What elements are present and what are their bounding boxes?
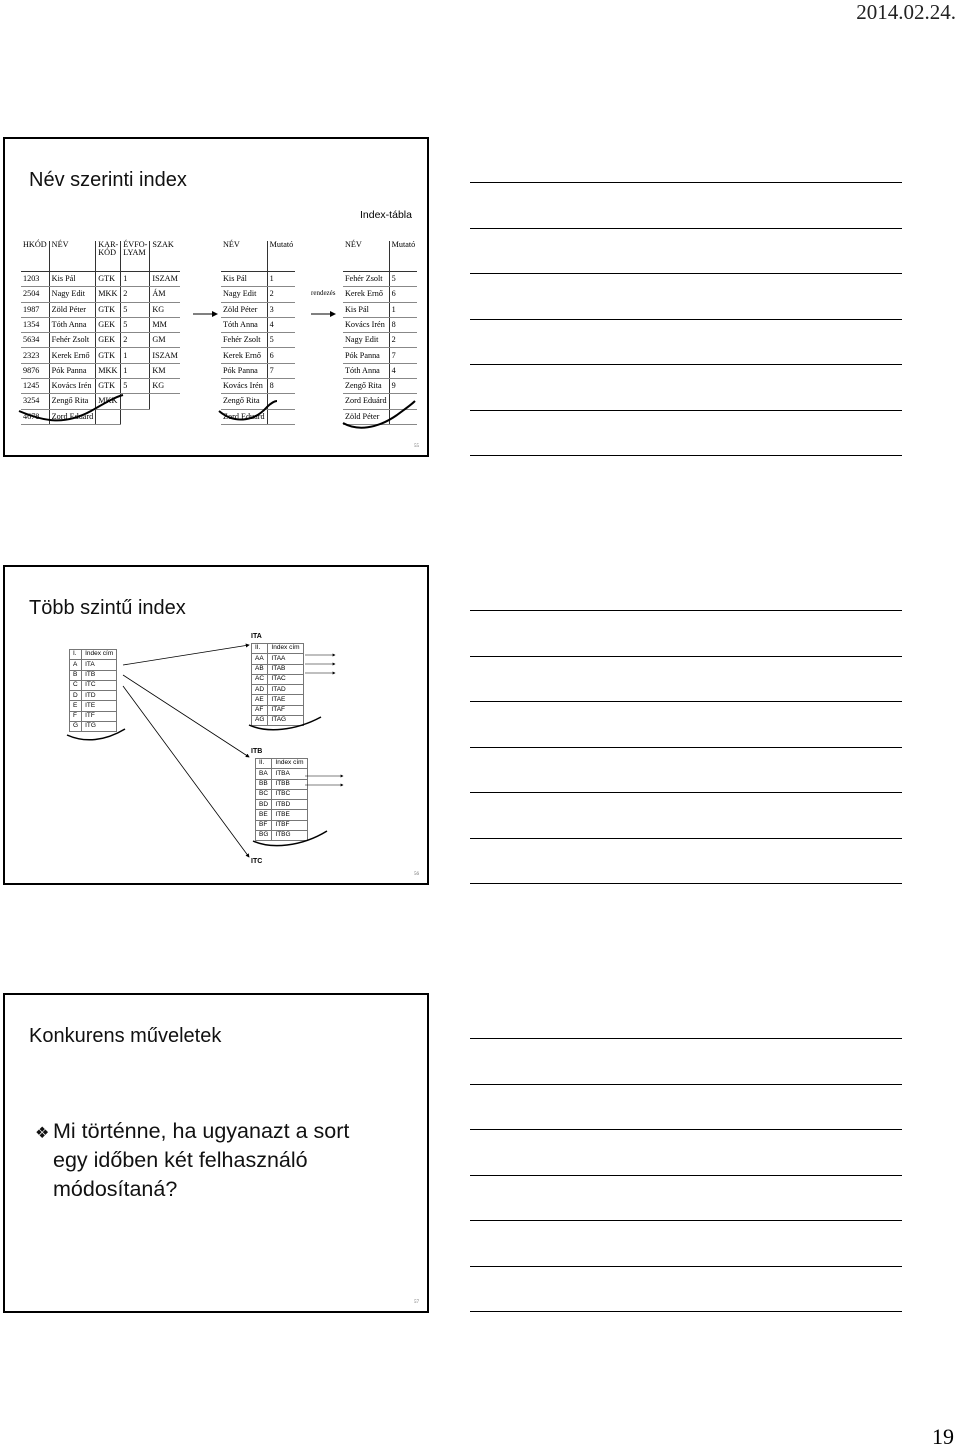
- table-cell: 6: [267, 348, 295, 363]
- note-line: [470, 410, 902, 411]
- table-cell: F: [70, 711, 82, 721]
- table-cell: 7: [267, 363, 295, 378]
- table-cell: Fehér Zsolt: [49, 333, 96, 348]
- table-cell: ITE: [82, 701, 117, 711]
- itb-label: ITB: [251, 748, 263, 755]
- column-header: ÉVFO- LYAM: [121, 241, 150, 272]
- note-line: [470, 656, 902, 657]
- table-cell: KG: [150, 302, 180, 317]
- table-cell: C: [70, 680, 82, 690]
- table-cell: Kerek Ernő: [49, 348, 96, 363]
- table-cell: AA: [252, 654, 268, 664]
- table-cell: Pók Panna: [343, 348, 389, 363]
- table-cell: 1: [121, 348, 150, 363]
- table-cell: ÁM: [150, 287, 180, 302]
- table-cell: E: [70, 701, 82, 711]
- table-cell: Kovács Irén: [49, 379, 96, 394]
- torn-edge-index: [219, 401, 277, 420]
- page-date: 2014.02.24.: [856, 0, 956, 24]
- table-cell: BE: [256, 810, 272, 820]
- table-cell: Zöld Péter: [49, 302, 96, 317]
- note-line: [470, 610, 902, 611]
- table-cell: AD: [252, 685, 268, 695]
- table-cell: Tóth Anna: [343, 363, 389, 378]
- table-cell: AC: [252, 674, 268, 684]
- table-cell: ITB: [82, 670, 117, 680]
- slide-56: [3, 565, 429, 885]
- table-cell: BF: [256, 820, 272, 830]
- table-cell: Kovács Irén: [221, 379, 267, 394]
- note-line: [470, 792, 902, 793]
- table-cell: AF: [252, 705, 268, 715]
- slide-57: [3, 993, 429, 1313]
- table-cell: 6: [389, 287, 417, 302]
- sort-label: rendezés: [311, 289, 336, 297]
- table-cell: GTK: [96, 348, 121, 363]
- table-cell: ITBA: [272, 769, 307, 779]
- slide2-arrows: [5, 567, 431, 887]
- bullet-line: módosítaná?: [53, 1177, 178, 1201]
- table-cell: GTK: [96, 379, 121, 394]
- table-cell: Fehér Zsolt: [221, 333, 267, 348]
- table-cell: ITBD: [272, 800, 307, 810]
- torn-edge-main: [19, 395, 123, 420]
- index-table-label: Index-tábla: [360, 209, 412, 221]
- table-cell: Zengő Rita: [343, 379, 389, 394]
- column-header: Index cím: [272, 759, 307, 769]
- column-header: SZAK: [150, 241, 180, 272]
- table-cell: 3254: [21, 394, 49, 409]
- table-cell: ITAE: [268, 695, 303, 705]
- table-cell: ITC: [82, 680, 117, 690]
- table-cell: KG: [150, 379, 180, 394]
- table-cell: Zengő Rita: [221, 394, 267, 409]
- table-cell: Zord Eduárd: [343, 394, 389, 409]
- note-line: [470, 1175, 902, 1176]
- table-cell: GEK: [96, 317, 121, 332]
- torn-edge: [249, 717, 321, 730]
- table-cell: Zöld Péter: [221, 302, 267, 317]
- table-cell: 1: [267, 272, 295, 287]
- table-cell: Kis Pál: [343, 302, 389, 317]
- column-header: Index cím: [268, 644, 303, 654]
- table-cell: 1203: [21, 272, 49, 287]
- table-cell: Pók Panna: [221, 363, 267, 378]
- table-cell: KM: [150, 363, 180, 378]
- torn-edge: [253, 831, 327, 846]
- table-cell: ISZAM: [150, 272, 180, 287]
- bullet-line: Mi történne, ha ugyanazt a sort: [53, 1119, 350, 1143]
- column-header: Mutató: [389, 241, 417, 272]
- table-cell: 4: [267, 317, 295, 332]
- table-cell: 1245: [21, 379, 49, 394]
- table-cell: BB: [256, 779, 272, 789]
- table-cell: 8: [389, 317, 417, 332]
- table-cell: 8: [267, 379, 295, 394]
- slide-number: 57: [414, 1300, 419, 1305]
- column-header: HKÓD: [21, 241, 49, 272]
- table-cell: ITBC: [272, 789, 307, 799]
- column-header: Index cím: [82, 650, 117, 660]
- page-number: 19: [932, 1424, 954, 1449]
- table-cell: 3: [267, 302, 295, 317]
- table-cell: 2: [121, 333, 150, 348]
- table-cell: Zord Eduard: [221, 409, 267, 424]
- table-cell: BA: [256, 769, 272, 779]
- table-cell: ITAA: [268, 654, 303, 664]
- table-cell: Pók Panna: [49, 363, 96, 378]
- note-line: [470, 1038, 902, 1039]
- table-cell: 1: [121, 363, 150, 378]
- table-cell: Nagy Edit: [49, 287, 96, 302]
- table-cell: ITAC: [268, 674, 303, 684]
- note-line: [470, 228, 902, 229]
- note-line: [470, 1266, 902, 1267]
- slide-title: Név szerinti index: [29, 169, 187, 191]
- table-cell: ITBB: [272, 779, 307, 789]
- table-cell: 1: [389, 302, 417, 317]
- table-cell: 7: [389, 348, 417, 363]
- table-cell: Fehér Zsolt: [343, 272, 389, 287]
- table-cell: 2: [121, 287, 150, 302]
- table-cell: D: [70, 691, 82, 701]
- table-cell: Zord Eduard: [49, 409, 96, 424]
- table-cell: AB: [252, 664, 268, 674]
- table-cell: BG: [256, 831, 272, 841]
- column-header: NÉV: [49, 241, 96, 272]
- table-cell: ITBG: [272, 831, 307, 841]
- table-cell: 9: [389, 379, 417, 394]
- table-cell: 5: [389, 272, 417, 287]
- table-cell: Kis Pál: [221, 272, 267, 287]
- table-cell: G: [70, 722, 82, 732]
- column-header: Mutató: [267, 241, 295, 272]
- table-cell: GM: [150, 333, 180, 348]
- table-cell: MKK: [96, 363, 121, 378]
- slide-title: Több szintű index: [29, 597, 186, 619]
- note-line: [470, 883, 902, 884]
- column-header: II.: [252, 644, 268, 654]
- table-cell: ITF: [82, 711, 117, 721]
- torn-edge: [67, 729, 125, 740]
- table-cell: A: [70, 660, 82, 670]
- table-cell: MKK: [96, 287, 121, 302]
- table-cell: 5: [121, 379, 150, 394]
- table-cell: Tóth Anna: [49, 317, 96, 332]
- column-header: I.: [70, 650, 82, 660]
- table-cell: 5: [267, 333, 295, 348]
- table-cell: MKK: [96, 394, 121, 409]
- table-cell: 4678: [21, 409, 49, 424]
- table-cell: 1987: [21, 302, 49, 317]
- table-cell: GTK: [96, 272, 121, 287]
- note-line: [470, 455, 902, 456]
- slide-number: 55: [414, 444, 419, 449]
- table-cell: 2: [389, 333, 417, 348]
- note-line: [470, 747, 902, 748]
- table-cell: ITBF: [272, 820, 307, 830]
- table-cell: Kerek Ernő: [221, 348, 267, 363]
- arrow-a-to-ita: [123, 645, 249, 665]
- table-cell: 2323: [21, 348, 49, 363]
- slide1-arrows: [5, 139, 431, 459]
- bullet-line: egy időben két felhasználó: [53, 1148, 308, 1172]
- note-line: [470, 1311, 902, 1312]
- note-line: [470, 1220, 902, 1221]
- table-cell: ITA: [82, 660, 117, 670]
- note-line: [470, 319, 902, 320]
- note-line: [470, 273, 902, 274]
- table-cell: GTK: [96, 302, 121, 317]
- table-cell: ITD: [82, 691, 117, 701]
- torn-edge-sorted: [343, 401, 415, 428]
- column-header: NÉV: [343, 241, 389, 272]
- note-line: [470, 364, 902, 365]
- table-cell: 5: [121, 302, 150, 317]
- note-line: [470, 1129, 902, 1130]
- bullet-point: [35, 1117, 415, 1204]
- table-cell: 5: [121, 317, 150, 332]
- table-cell: 4: [389, 363, 417, 378]
- column-header: KAR- KÓD: [96, 241, 121, 272]
- table-cell: Kovács Irén: [343, 317, 389, 332]
- table-cell: ITAD: [268, 685, 303, 695]
- table-cell: 1354: [21, 317, 49, 332]
- diamond-bullet-icon: ❖: [35, 1125, 50, 1142]
- table-cell: Kerek Ernő: [343, 287, 389, 302]
- table-cell: Kis Pál: [49, 272, 96, 287]
- slide-number: 56: [414, 872, 419, 877]
- table-cell: AG: [252, 716, 268, 726]
- arrow-b-to-itb: [123, 675, 249, 757]
- arrow-c-to-itc: [123, 686, 249, 857]
- table-cell: ITAG: [268, 716, 303, 726]
- table-cell: BD: [256, 800, 272, 810]
- table-cell: Nagy Edit: [343, 333, 389, 348]
- table-cell: AE: [252, 695, 268, 705]
- table-cell: Zengő Rita: [49, 394, 96, 409]
- ita-label: ITA: [251, 633, 262, 640]
- table-cell: ITBE: [272, 810, 307, 820]
- table-cell: Nagy Edit: [221, 287, 267, 302]
- table-cell: ITAF: [268, 705, 303, 715]
- table-cell: 2504: [21, 287, 49, 302]
- note-line: [470, 1084, 902, 1085]
- itc-label: ITC: [251, 858, 263, 865]
- slide-title: Konkurens műveletek: [29, 1025, 222, 1047]
- table-cell: 9876: [21, 363, 49, 378]
- table-cell: MM: [150, 317, 180, 332]
- table-cell: ITG: [82, 722, 117, 732]
- table-cell: 5634: [21, 333, 49, 348]
- table-cell: B: [70, 670, 82, 680]
- table-cell: 1: [121, 272, 150, 287]
- table-cell: 2: [267, 287, 295, 302]
- note-line: [470, 838, 902, 839]
- table-cell: ITAB: [268, 664, 303, 674]
- column-header: II.: [256, 759, 272, 769]
- table-cell: GEK: [96, 333, 121, 348]
- note-line: [470, 182, 902, 183]
- table-cell: BC: [256, 789, 272, 799]
- note-line: [470, 701, 902, 702]
- table-cell: Zöld Péter: [343, 409, 389, 424]
- column-header: NÉV: [221, 241, 267, 272]
- table-cell: Tóth Anna: [221, 317, 267, 332]
- table-cell: ISZAM: [150, 348, 180, 363]
- slide-55: [3, 137, 429, 457]
